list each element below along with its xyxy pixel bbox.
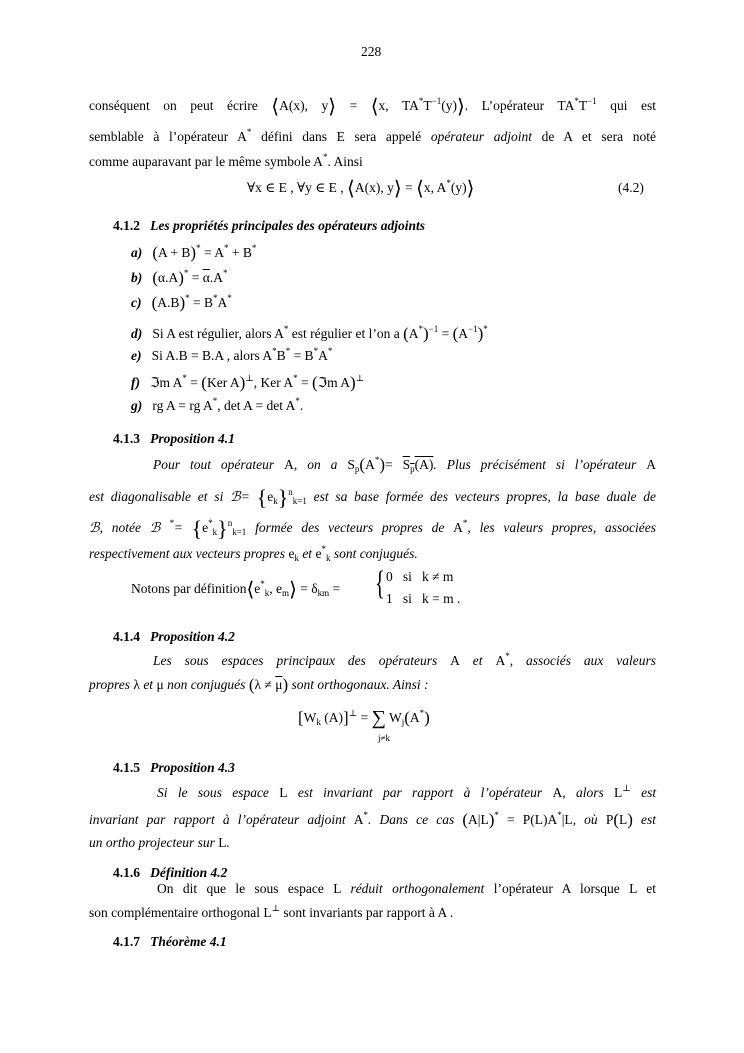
- section-heading: 4.1.7 Théorème 4.1: [113, 934, 227, 949]
- page-number: 228: [361, 44, 382, 59]
- equation-number: (4.2): [618, 180, 644, 195]
- paragraph-line: ℬ, notée ℬ $^*= \{e^*_k\}^n_{k=1}$ formée des vecteurs propres de A*, les valeurs propres, associées: [89, 516, 657, 541]
- orthogonality-formula: [$W_k$ (A)]⊥ = ∑ $W_j(A^*)$: [298, 707, 430, 729]
- property-d: d) Si A est régulier, alors A* est régulier et l’on a $(A^*)^{-1} = (A^{-1})^*$: [131, 324, 488, 343]
- property-a: a) (A + B)* = A* + B*: [131, 243, 257, 262]
- property-c: c) (A.B)* = B*A*: [131, 293, 232, 312]
- formula-inline: ⟨A(x), y⟩ = ⟨x, $TA^*T^{-1}(y)⟩$: [271, 96, 465, 118]
- paragraph-line: conséquent on peut écrire ⟨A(x), y⟩ = ⟨x, $TA^*T^{-1}(y)⟩$. L’opérateur $TA^*T^{-1}$ qui est: [89, 96, 656, 118]
- section-heading: 4.1.2 Les propriétés principales des opérateurs adjoints: [113, 218, 426, 233]
- paragraph-line: Les sous espaces principaux des opérateurs A et A*, associés aux valeurs: [153, 651, 657, 668]
- section-heading: 4.1.6 Définition 4.2: [113, 865, 228, 880]
- section-heading: 4.1.5 Proposition 4.3: [113, 760, 235, 775]
- paragraph-line: Si le sous espace L est invariant par rapport à l’opérateur A, alors L⊥ est: [157, 783, 657, 800]
- property-f: f) ℑm A* = (Ker A)⊥, Ker A* = (ℑm A)⊥: [131, 373, 365, 392]
- property-g: g) rg A = rg A*, det A = det A*.: [131, 396, 304, 413]
- section-heading: 4.1.4 Proposition 4.2: [113, 629, 235, 644]
- case-line: 1 si k = m .: [386, 591, 461, 606]
- equation-4-2: ∀x ∈ E , ∀y ∈ E , ⟨A(x), y⟩ = ⟨x, A*(y)⟩: [247, 178, 475, 200]
- property-b: b) $(\alpha.A)^* = \overline{\alpha}.A^*$: [131, 268, 228, 287]
- case-line: 0 si k ≠ m: [386, 569, 454, 584]
- paragraph-line: On dit que le sous espace L réduit orthogonalement l’opérateur A lorsque L et: [157, 881, 656, 896]
- paragraph-line: son complémentaire orthogonal L⊥ sont invariants par rapport à A .: [89, 903, 454, 920]
- paragraph-line: est diagonalisable et si ℬ= $\{e_k\}^n_{k=1}$ est sa base formée des vecteurs propres, la base duale de: [89, 485, 656, 510]
- sum-index: j≠k: [378, 733, 390, 743]
- kronecker-definition: Notons par $définition⟨e^*_k$, $e_m⟩ = \delta_{km}$ =: [131, 579, 341, 601]
- paragraph-line: respectivement aux vecteurs propres $e_k$ et $e^*_k$ sont conjugués.: [89, 544, 418, 563]
- paragraph-line: comme auparavant par le même symbole A*. Ainsi: [89, 152, 363, 169]
- paragraph-line: invariant par rapport à l’opérateur adjoint A*. Dans ce cas (A|L)* = P(L)A*|L, où P(L) est: [89, 810, 657, 829]
- paragraph-line: un ortho projecteur sur L.: [89, 835, 230, 850]
- paragraph-line: propres λ et μ non conjugués $(\lambda \ne \overline{\mu})$ sont orthogonaux. Ainsi :: [89, 675, 429, 694]
- paragraph-line: semblable à l’opérateur A* défini dans E sera appelé opérateur adjoint de A et sera noté: [89, 127, 656, 144]
- property-e: e) Si A.B = B.A , alors A*B* = B*A*: [131, 346, 333, 363]
- cases-brace: {: [375, 565, 385, 602]
- paragraph-line: Pour tout opérateur A, on a $S_p(A^*)= S_p(A)$. Plus précisément si l’opérateur A: [153, 455, 657, 474]
- section-heading: 4.1.3 Proposition 4.1: [113, 431, 235, 446]
